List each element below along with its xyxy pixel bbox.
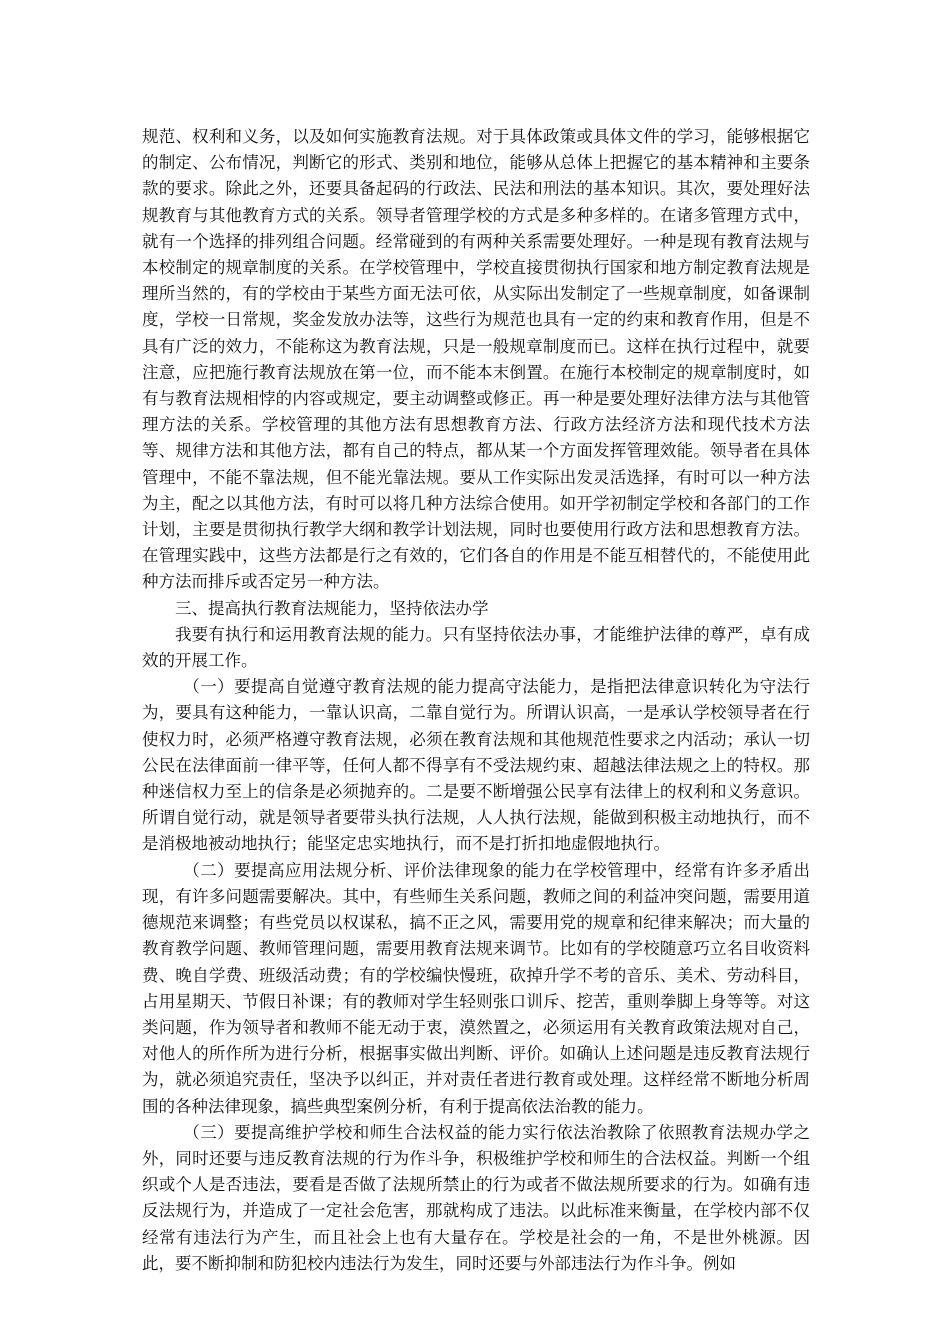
paragraph-item-three: （三）要提高维护学校和师生合法权益的能力实行依法治教除了依照教育法规办学之外，同时还要与违反教育法规的行为作斗争，积极维护学校和师生的合法权益。判断一个组织或个人是否违法，要看是否做了法规所禁止的行为或者不做法规所要求的行为。如确有违反法规行为，并造成了一定社会危害，那就构成了违法。以此标准来衡量，在学校内部不仅经常有违法行为产生，而且社会上也有大量存在。学校是社会的一角，不是世外桃源。因此，要不断抑制和防犯校内违法行为发生，同时还要与外部违法行为作斗争。例如 xyxy=(142,1122,810,1273)
section-heading-three: 三、提高执行教育法规能力，坚持依法办学 xyxy=(175,598,489,618)
paragraph-intro: 我要有执行和运用教育法规的能力。只有坚持依法办事，才能维护法律的尊严，卓有成效的开展工作。 xyxy=(142,624,810,671)
paragraph-item-two: （二）要提高应用法规分析、评价法律现象的能力在学校管理中，经常有许多矛盾出现，有许多问题需要解决。其中，有些师生关系问题，教师之间的利益冲突问题，需要用道德规范来调整；有些党员以权谋私，搞不正之风，需要用党的规章和纪律来解决；而大量的教育教学问题、教师管理问题，需要用教育法规来调节。比如有的学校随意巧立名目收资料费、晚自学费、班级活动费；有的学校编快慢班，砍掉升学不考的音乐、美术、劳动科目，占用星期天、节假日补课；有的教师对学生轻则张口训斥、挖苦，重则拳脚上身等等。对这类问题，作为领导者和教师不能无动于衷，漠然置之，必须运用有关教育政策法规对自己，对他人的所作所为进行分析，根据事实做出判断、评价。如确认上述问题是违反教育法规行为，就必须追究责任，坚决予以纠正，并对责任者进行教育或处理。这样经常不断地分析周围的各种法律现象，搞些典型案例分析，有利于提高依法治教的能力。 xyxy=(142,860,810,1116)
document-page xyxy=(142,124,810,1277)
paragraph-continued: 规范、权利和义务，以及如何实施教育法规。对于具体政策或具体文件的学习，能够根据它的制定、公布情况，判断它的形式、类别和地位，能够从总体上把握它的基本精神和主要条款的要求。除此之外，还要具备起码的行政法、民法和刑法的基本知识。其次，要处理好法规教育与其他教育方式的关系。领导者管理学校的方式是多种多样的。在诸多管理方式中，就有一个选择的排列组合问题。经常碰到的有两种关系需要处理好。一种是现有教育法规与本校制定的规章制度的关系。在学校管理中，学校直接贯彻执行国家和地方制定教育法规是理所当然的，有的学校由于某些方面无法可依，从实际出发制定了一些规章制度，如备课制度，学校一日常规，奖金发放办法等，这些行为规范也具有一定的约束和教育作用，但是不具有广泛的效力，不能称这为教育法规，只是一般规章制度而已。这样在执行过程中，就要注意，应把施行教育法规放在第一位，而不能本末倒置。在施行本校制定的规章制度时，如有与教育法规相悖的内容或规定，要主动调整或修正。再一种是要处理好法律方法与其他管理方法的关系。学校管理的其他方法有思想教育方法、行政方法经济方法和现代技术方法等、规律方法和其他方法，都有自己的特点，都从某一个方面发挥管理效能。领导者在具体管理中，不能不靠法规，但不能光靠法规。要从工作实际出发灵活选择，有时可以一种方法为主，配之以其他方法，有时可以将几种方法综合使用。如开学初制定学校和各部门的工作计划，主要是贯彻执行教学大纲和教学计划法规，同时也要使用行政方法和思想教育方法。在管理实践中，这些方法都是行之有效的，它们各自的作用是不能互相替代的，不能使用此种方法而排斥或否定另一种方法。 xyxy=(142,127,810,592)
paragraph-item-one: （一）要提高自觉遵守教育法规的能力提高守法能力，是指把法律意识转化为守法行为，要具有这种能力，一靠认识高，二靠自觉行为。所谓认识高，一是承认学校领导者在行使权力时，必须严格遵守教育法规，必须在教育法规和其他规范性要求之内活动；承认一切公民在法律面前一律平等，任何人都不得享有不受法规约束、超越法律法规之上的特权。那种迷信权力至上的信条是必须抛弃的。二是要不断增强公民享有法律上的权利和义务意识。所谓自觉行动，就是领导者要带头执行法规，人人执行法规，能做到积极主动地执行，而不是消极地被动地执行；能坚定忠实地执行，而不是打折扣地虚假地执行。 xyxy=(142,677,810,854)
